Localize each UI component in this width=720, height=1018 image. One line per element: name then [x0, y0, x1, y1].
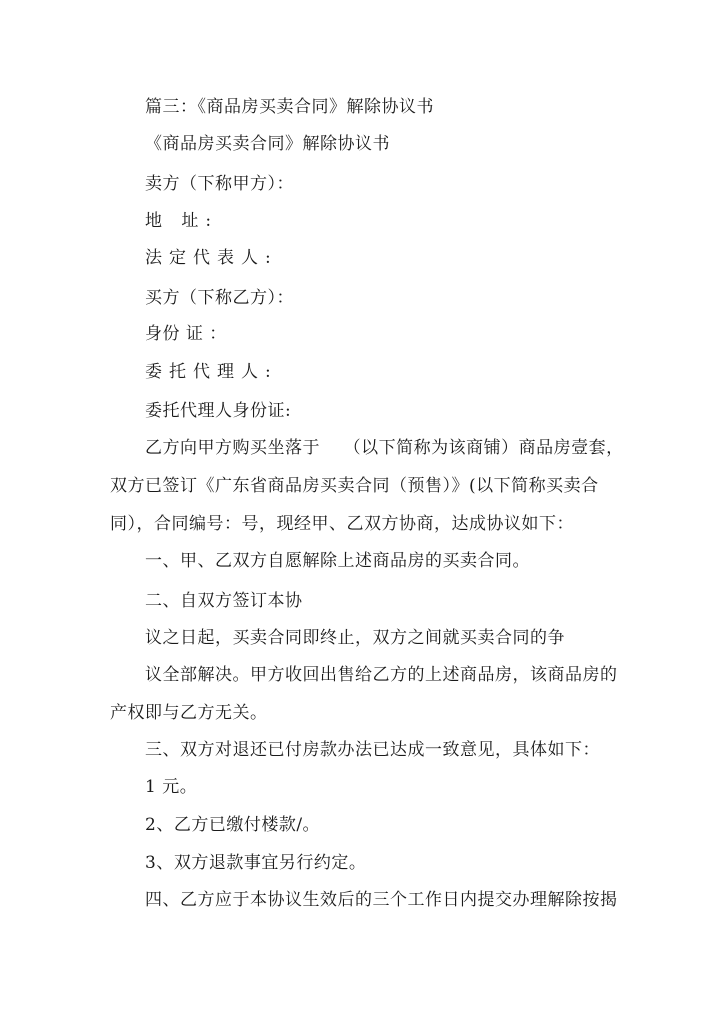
agent-field: 委托代理人:: [145, 362, 278, 382]
list-item: 1 元。: [145, 777, 198, 797]
seller-field: 卖方（下称甲方）：: [145, 174, 294, 194]
paragraph-line: 议之日起，买卖合同即终止，双方之间就买卖合同的争: [145, 628, 565, 648]
address-field: 地 址:: [145, 211, 219, 231]
paragraph-line: 乙方向甲方购买坐落于 （以下简称为该商铺）商品房壹套，: [145, 438, 624, 458]
clause-two: 二、自双方签订本协: [145, 591, 303, 611]
agent-id-field: 委托代理人身份证:: [145, 401, 292, 421]
id-card-field: 身份 证 ：: [145, 324, 227, 344]
paragraph-line: 产权即与乙方无关。: [110, 703, 268, 723]
paragraph-line: 同），合同编号：号，现经甲、乙双方协商，达成协议如下：: [110, 514, 574, 534]
section-heading: 篇三：《商品房买卖合同》解除协议书: [145, 97, 434, 117]
legal-representative-field: 法定代表人:: [145, 248, 278, 268]
paragraph-line: 双方已签订《广东省商品房买卖合同（预售）》(以下简称买卖合: [110, 476, 599, 496]
clause-one: 一、甲、乙双方自愿解除上述商品房的买卖合同。: [145, 551, 530, 571]
paragraph-line: 议全部解决。甲方收回出售给乙方的上述商品房，该商品房的: [145, 665, 618, 685]
clause-four: 四、乙方应于本协议生效后的三个工作日内提交办理解除按揭: [145, 890, 618, 910]
document-title: 《商品房买卖合同》解除协议书: [145, 134, 390, 154]
list-item: 2、乙方已缴付楼款/。: [145, 815, 321, 835]
buyer-field: 买方（下称乙方）：: [145, 288, 294, 308]
list-item: 3、双方退款事宜另行约定。: [145, 853, 367, 873]
clause-three: 三、双方对退还已付房款办法已达成一致意见，具体如下：: [145, 740, 600, 760]
